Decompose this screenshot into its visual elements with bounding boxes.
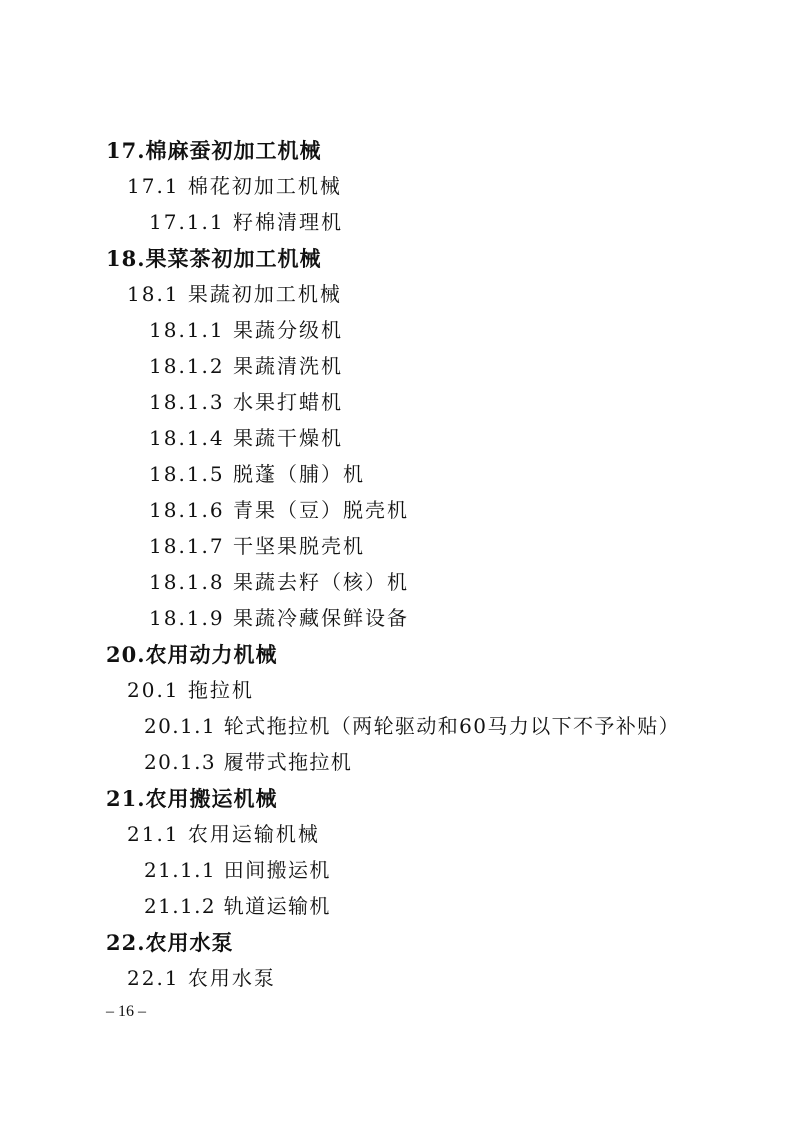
subheading-21-1: 21.1 农用运输机械	[127, 822, 320, 846]
heading-22: 22.农用水泵	[106, 930, 234, 955]
item-21-1-1: 21.1.1 田间搬运机	[144, 858, 331, 882]
heading-20: 20.农用动力机械	[106, 642, 278, 667]
item-21-1-2: 21.1.2 轨道运输机	[144, 894, 331, 918]
page-number: – 16 –	[106, 1003, 146, 1020]
item-20-1-1: 20.1.1 轮式拖拉机（两轮驱动和60马力以下不予补贴）	[144, 714, 681, 738]
item-18-1-4: 18.1.4 果蔬干燥机	[149, 426, 343, 450]
item-20-1-3: 20.1.3 履带式拖拉机	[144, 750, 353, 774]
subheading-20-1: 20.1 拖拉机	[127, 678, 254, 702]
item-18-1-7: 18.1.7 干坚果脱壳机	[149, 534, 365, 558]
item-18-1-1: 18.1.1 果蔬分级机	[149, 318, 343, 342]
item-18-1-2: 18.1.2 果蔬清洗机	[149, 354, 343, 378]
item-18-1-6: 18.1.6 青果（豆）脱壳机	[149, 498, 409, 522]
item-18-1-5: 18.1.5 脱蓬（脯）机	[149, 462, 365, 486]
item-17-1-1: 17.1.1 籽棉清理机	[149, 210, 343, 234]
subheading-18-1: 18.1 果蔬初加工机械	[127, 282, 342, 306]
item-18-1-3: 18.1.3 水果打蜡机	[149, 390, 343, 414]
subheading-22-1: 22.1 农用水泵	[127, 966, 276, 990]
heading-21: 21.农用搬运机械	[106, 786, 278, 811]
item-18-1-8: 18.1.8 果蔬去籽（核）机	[149, 570, 409, 594]
subheading-17-1: 17.1 棉花初加工机械	[127, 174, 342, 198]
item-18-1-9: 18.1.9 果蔬冷藏保鲜设备	[149, 606, 409, 630]
heading-18: 18.果菜茶初加工机械	[106, 246, 322, 271]
heading-17: 17.棉麻蚕初加工机械	[106, 138, 322, 163]
